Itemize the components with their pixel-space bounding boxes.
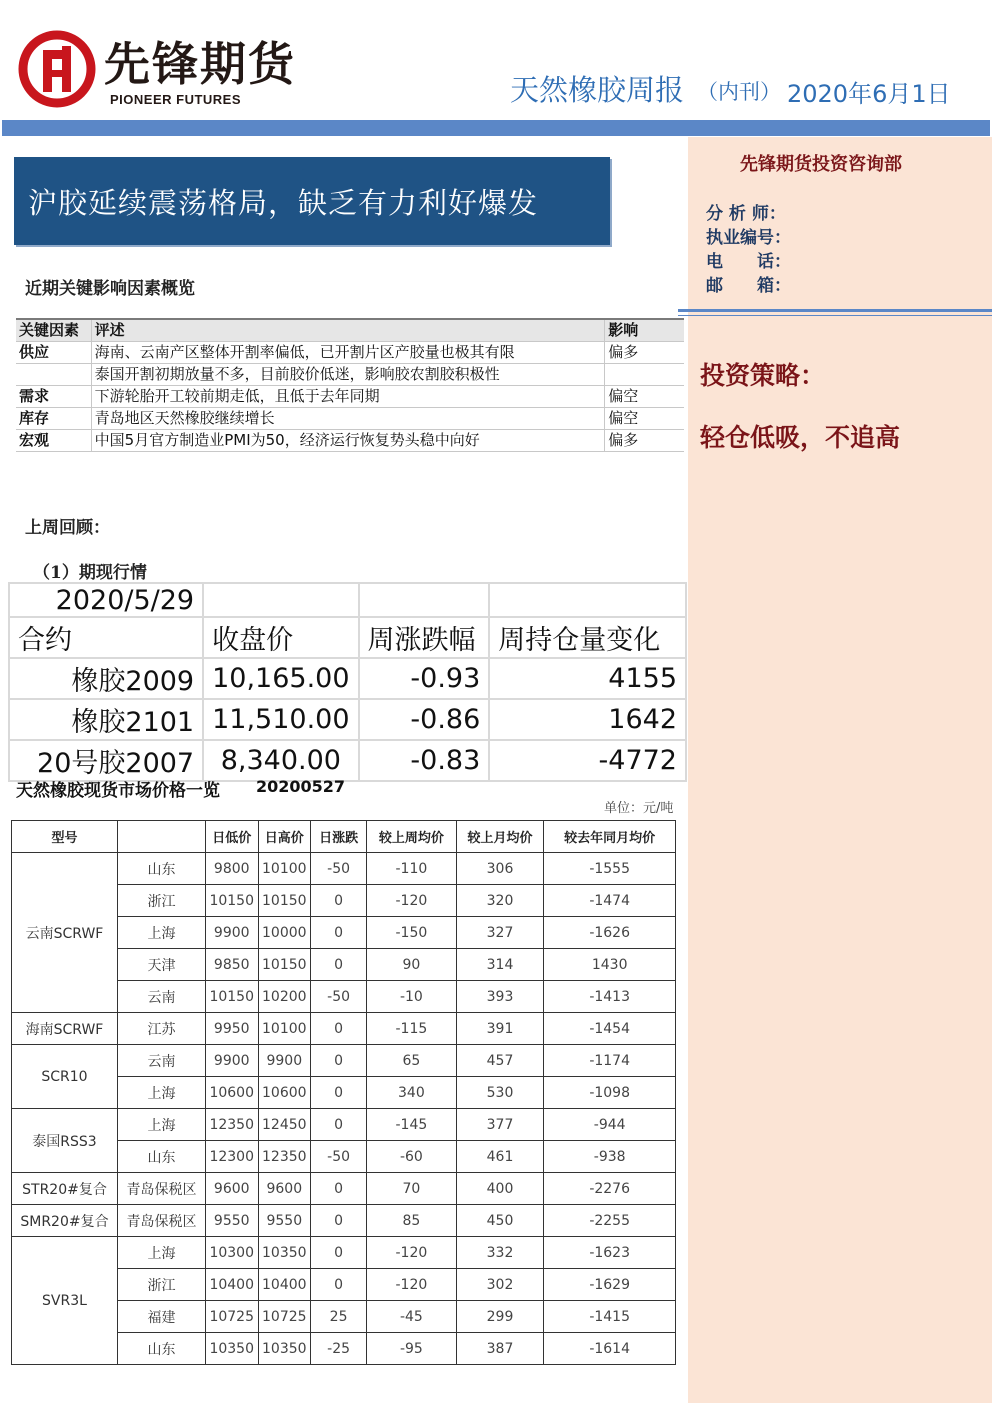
region-cell: 福建 [117,1301,205,1333]
vs-last-month-cell: 314 [456,949,544,981]
daily-change-cell: 0 [311,1077,367,1109]
daily-change-cell: 0 [311,917,367,949]
analyst-label: 分 析 师： [706,204,786,224]
futures-quote-table [8,582,687,782]
vs-last-month-cell: 450 [456,1205,544,1237]
high-price-cell: 10150 [258,949,311,981]
headline-text: 沪胶延续震荡格局，缺乏有力利好爆发 [28,186,539,220]
table-row [12,1173,676,1205]
spot-price-table [11,820,676,1365]
comment-cell: 海南、云南产区整体开割率偏低，已开割片区产胶量也极其有限 [91,342,605,364]
vs-last-year-cell: 1430 [544,949,676,981]
spot-table-unit: 单位：元/吨 [604,801,674,816]
contract-cell: 20号胶2007 [9,740,203,781]
header-cell: 较去年同月均价 [544,821,676,853]
region-cell: 青岛保税区 [117,1173,205,1205]
vs-last-year-cell: -1474 [544,885,676,917]
impact-cell: 偏多 [605,342,684,364]
vs-last-year-cell: -1413 [544,981,676,1013]
header-cell: 周持仓量变化 [489,617,686,658]
daily-change-cell: 0 [311,1269,367,1301]
table-cell [359,583,490,617]
daily-change-cell: -25 [311,1333,367,1365]
high-price-cell: 10350 [258,1333,311,1365]
region-cell: 青岛保税区 [117,1205,205,1237]
vs-last-month-cell: 391 [456,1013,544,1045]
table-row [16,342,684,364]
rubber-type-cell: SCR10 [12,1045,118,1109]
table-row [12,1109,676,1141]
license-number-label: 执业编号： [706,228,791,248]
spot-table-title: 天然橡胶现货市场价格一览 [16,781,220,801]
daily-change-cell: 0 [311,1013,367,1045]
header-cell: 较上月均价 [456,821,544,853]
vs-last-month-cell: 393 [456,981,544,1013]
low-price-cell: 9950 [205,1013,258,1045]
high-price-cell: 9900 [258,1045,311,1077]
low-price-cell: 10600 [205,1077,258,1109]
region-cell: 山东 [117,853,205,885]
contract-cell: 橡胶2009 [9,658,203,699]
comment-cell: 青岛地区天然橡胶继续增长 [91,408,605,430]
impact-cell: 偏多 [605,430,684,452]
vs-last-year-cell: -1614 [544,1333,676,1365]
factor-cell: 宏观 [16,430,91,452]
daily-change-cell: 0 [311,1237,367,1269]
rubber-type-cell: STR20#复合 [12,1173,118,1205]
region-cell: 天津 [117,949,205,981]
vs-last-week-cell: 340 [367,1077,457,1109]
table-row [16,364,684,386]
contract-cell: 橡胶2101 [9,699,203,740]
vs-last-week-cell: -110 [367,853,457,885]
region-cell: 上海 [117,917,205,949]
low-price-cell: 10725 [205,1301,258,1333]
vs-last-year-cell: -2276 [544,1173,676,1205]
key-factors-table [16,318,684,452]
high-price-cell: 10150 [258,885,311,917]
vs-last-month-cell: 400 [456,1173,544,1205]
high-price-cell: 10100 [258,1013,311,1045]
header-cell [117,821,205,853]
vs-last-week-cell: -60 [367,1141,457,1173]
impact-cell [605,364,684,386]
report-internal-label: （内刊） [697,80,781,104]
review-section-title: 上周回顾： [25,518,110,538]
quote-date: 2020/5/29 [9,583,203,617]
vs-last-week-cell: -145 [367,1109,457,1141]
low-price-cell: 10300 [205,1237,258,1269]
high-price-cell: 10000 [258,917,311,949]
vs-last-year-cell: -938 [544,1141,676,1173]
vs-last-month-cell: 332 [456,1237,544,1269]
factor-cell: 供应 [16,342,91,364]
daily-change-cell: 0 [311,885,367,917]
low-price-cell: 12350 [205,1109,258,1141]
vs-last-week-cell: -95 [367,1333,457,1365]
high-price-cell: 12450 [258,1109,311,1141]
table-cell [489,583,686,617]
close-price-cell: 8,340.00 [203,740,358,781]
vs-last-year-cell: -944 [544,1109,676,1141]
spot-table-date: 20200527 [256,777,346,796]
vs-last-week-cell: -45 [367,1301,457,1333]
high-price-cell: 12350 [258,1141,311,1173]
table-row [12,853,676,885]
low-price-cell: 10350 [205,1333,258,1365]
region-cell: 江苏 [117,1013,205,1045]
factor-cell: 需求 [16,386,91,408]
close-price-cell: 11,510.00 [203,699,358,740]
vs-last-week-cell: 85 [367,1205,457,1237]
rubber-type-cell: SVR3L [12,1237,118,1365]
vs-last-year-cell: -1174 [544,1045,676,1077]
high-price-cell: 9600 [258,1173,311,1205]
table-row [16,386,684,408]
rubber-type-cell: 云南SCRWF [12,853,118,1013]
report-title: 天然橡胶周报 [510,73,685,107]
vs-last-month-cell: 299 [456,1301,544,1333]
open-interest-change-cell: 1642 [489,699,686,740]
header-cell: 评述 [91,319,605,342]
daily-change-cell: -50 [311,981,367,1013]
table-row [9,699,686,740]
factor-cell: 库存 [16,408,91,430]
weekly-change-cell: -0.93 [359,658,490,699]
table-row [16,430,684,452]
low-price-cell: 10150 [205,981,258,1013]
low-price-cell: 12300 [205,1141,258,1173]
factors-section-title: 近期关键影响因素概览 [25,279,195,299]
header-cell: 日高价 [258,821,311,853]
open-interest-change-cell: -4772 [489,740,686,781]
table-row [9,658,686,699]
vs-last-month-cell: 302 [456,1269,544,1301]
header-cell: 合约 [9,617,203,658]
logo-chinese-name: 先锋期货 [104,37,296,91]
futures-subsection-title: （1）期现行情 [33,563,147,583]
vs-last-week-cell: 65 [367,1045,457,1077]
daily-change-cell: 0 [311,1173,367,1205]
impact-cell: 偏空 [605,386,684,408]
daily-change-cell: 0 [311,1109,367,1141]
header-cell: 日低价 [205,821,258,853]
daily-change-cell: -50 [311,853,367,885]
factor-cell [16,364,91,386]
weekly-change-cell: -0.83 [359,740,490,781]
header-cell: 关键因素 [16,319,91,342]
region-cell: 上海 [117,1109,205,1141]
region-cell: 山东 [117,1333,205,1365]
strategy-heading: 投资策略： [700,361,826,390]
region-cell: 上海 [117,1077,205,1109]
daily-change-cell: -50 [311,1141,367,1173]
region-cell: 上海 [117,1237,205,1269]
vs-last-week-cell: 90 [367,949,457,981]
vs-last-month-cell: 457 [456,1045,544,1077]
open-interest-change-cell: 4155 [489,658,686,699]
vs-last-month-cell: 461 [456,1141,544,1173]
email-label: 邮 箱： [706,276,791,296]
region-cell: 浙江 [117,1269,205,1301]
high-price-cell: 10100 [258,853,311,885]
strategy-text: 轻仓低吸，不追高 [700,423,901,452]
high-price-cell: 10725 [258,1301,311,1333]
header-divider-bar [2,120,990,136]
low-price-cell: 9900 [205,1045,258,1077]
vs-last-month-cell: 327 [456,917,544,949]
vs-last-year-cell: -1454 [544,1013,676,1045]
rubber-type-cell: 泰国RSS3 [12,1109,118,1173]
daily-change-cell: 0 [311,1205,367,1237]
region-cell: 云南 [117,1045,205,1077]
header-cell: 日涨跌 [311,821,367,853]
header-cell: 影响 [605,319,684,342]
table-row [12,1045,676,1077]
vs-last-week-cell: -115 [367,1013,457,1045]
vs-last-year-cell: -1415 [544,1301,676,1333]
header-cell: 周涨跌幅 [359,617,490,658]
vs-last-month-cell: 306 [456,853,544,885]
table-row [9,740,686,781]
vs-last-year-cell: -1098 [544,1077,676,1109]
table-row [12,1237,676,1269]
vs-last-year-cell: -1629 [544,1269,676,1301]
region-cell: 浙江 [117,885,205,917]
header-cell: 较上周均价 [367,821,457,853]
high-price-cell: 10350 [258,1237,311,1269]
low-price-cell: 9600 [205,1173,258,1205]
vs-last-year-cell: -1555 [544,853,676,885]
table-row [12,1013,676,1045]
rubber-type-cell: 海南SCRWF [12,1013,118,1045]
table-cell [203,583,358,617]
vs-last-month-cell: 530 [456,1077,544,1109]
close-price-cell: 10,165.00 [203,658,358,699]
vs-last-month-cell: 377 [456,1109,544,1141]
vs-last-week-cell: -150 [367,917,457,949]
weekly-change-cell: -0.86 [359,699,490,740]
comment-cell: 中国5月官方制造业PMI为50，经济运行恢复势头稳中向好 [91,430,605,452]
daily-change-cell: 0 [311,1045,367,1077]
contact-divider [678,309,992,312]
vs-last-year-cell: -1623 [544,1237,676,1269]
vs-last-week-cell: -120 [367,885,457,917]
table-header-row [9,617,686,658]
vs-last-month-cell: 320 [456,885,544,917]
logo-english-name: PIONEER FUTURES [110,92,242,107]
table-row [12,1205,676,1237]
high-price-cell: 9550 [258,1205,311,1237]
high-price-cell: 10400 [258,1269,311,1301]
low-price-cell: 10150 [205,885,258,917]
low-price-cell: 9850 [205,949,258,981]
low-price-cell: 10400 [205,1269,258,1301]
table-row [9,583,686,617]
low-price-cell: 9550 [205,1205,258,1237]
vs-last-week-cell: -10 [367,981,457,1013]
impact-cell: 偏空 [605,408,684,430]
vs-last-year-cell: -1626 [544,917,676,949]
header-cell: 型号 [12,821,118,853]
low-price-cell: 9800 [205,853,258,885]
high-price-cell: 10600 [258,1077,311,1109]
department-name: 先锋期货投资咨询部 [740,154,902,175]
table-header-row [16,319,684,342]
vs-last-week-cell: -120 [367,1237,457,1269]
vs-last-month-cell: 387 [456,1333,544,1365]
comment-cell: 下游轮胎开工较前期走低，且低于去年同期 [91,386,605,408]
table-row [16,408,684,430]
contact-divider-thin [678,315,992,316]
strategy-side-panel [688,137,992,1403]
daily-change-cell: 0 [311,949,367,981]
vs-last-week-cell: 70 [367,1173,457,1205]
table-header-row [12,821,676,853]
low-price-cell: 9900 [205,917,258,949]
phone-label: 电 话： [706,252,791,272]
report-date: 2020年6月1日 [787,80,951,108]
vs-last-week-cell: -120 [367,1269,457,1301]
comment-cell: 泰国开割初期放量不多，目前胶价低迷，影响胶农割胶积极性 [91,364,605,386]
pioneer-logo-icon [18,30,96,108]
daily-change-cell: 25 [311,1301,367,1333]
region-cell: 云南 [117,981,205,1013]
region-cell: 山东 [117,1141,205,1173]
header-cell: 收盘价 [203,617,358,658]
vs-last-year-cell: -2255 [544,1205,676,1237]
high-price-cell: 10200 [258,981,311,1013]
rubber-type-cell: SMR20#复合 [12,1205,118,1237]
